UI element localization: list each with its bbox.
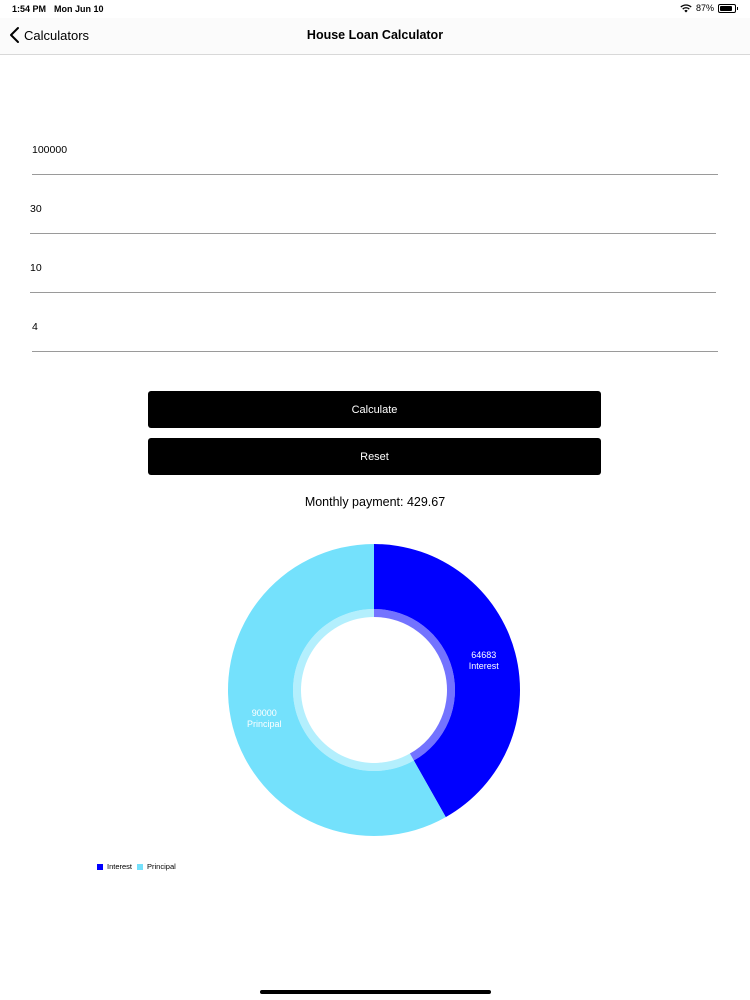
battery-icon — [718, 4, 736, 13]
battery-cap — [737, 7, 739, 10]
down-payment-value: 10 — [30, 262, 42, 274]
slice-value-label-principal: 90000 — [251, 707, 277, 718]
loan-amount-value: 100000 — [32, 144, 68, 156]
interest-rate-value: 4 — [32, 321, 38, 333]
loan-breakdown-chart — [0, 530, 750, 850]
loan-term-field[interactable] — [30, 203, 716, 234]
calculate-button[interactable]: Calculate — [148, 391, 601, 428]
status-right — [680, 3, 736, 13]
down-payment-field[interactable] — [30, 262, 716, 293]
legend-swatch — [137, 864, 143, 870]
loan-term-value: 30 — [30, 203, 42, 215]
battery-percent: 87% — [695, 3, 714, 13]
battery-fill — [720, 6, 732, 11]
reset-button[interactable]: Reset — [148, 438, 601, 475]
navigation-bar — [0, 18, 750, 55]
status-time: 1:54 PM — [12, 4, 47, 14]
loan-amount-field[interactable] — [32, 144, 718, 175]
wifi-icon — [680, 4, 692, 13]
slice-name-label-interest: Interest — [468, 661, 499, 672]
chart-legend — [97, 862, 181, 871]
legend-label: Principal — [147, 862, 176, 871]
page-title: House Loan Calculator — [306, 28, 444, 42]
slice-value-label-interest: 64683 — [471, 650, 497, 661]
legend-item-principal — [137, 862, 176, 871]
legend-swatch — [97, 864, 103, 870]
donut-chart-svg — [0, 530, 750, 850]
status-bar — [0, 0, 750, 18]
legend-label: Interest — [107, 862, 133, 871]
interest-rate-field[interactable] — [32, 321, 718, 352]
slice-name-label-principal: Principal — [246, 718, 282, 729]
back-label: Calculators — [24, 27, 90, 43]
home-indicator — [260, 990, 491, 994]
monthly-payment-text: Monthly payment: 429.67 — [304, 495, 446, 509]
status-date: Mon Jun 10 — [54, 4, 104, 14]
legend-item-interest — [97, 862, 132, 871]
